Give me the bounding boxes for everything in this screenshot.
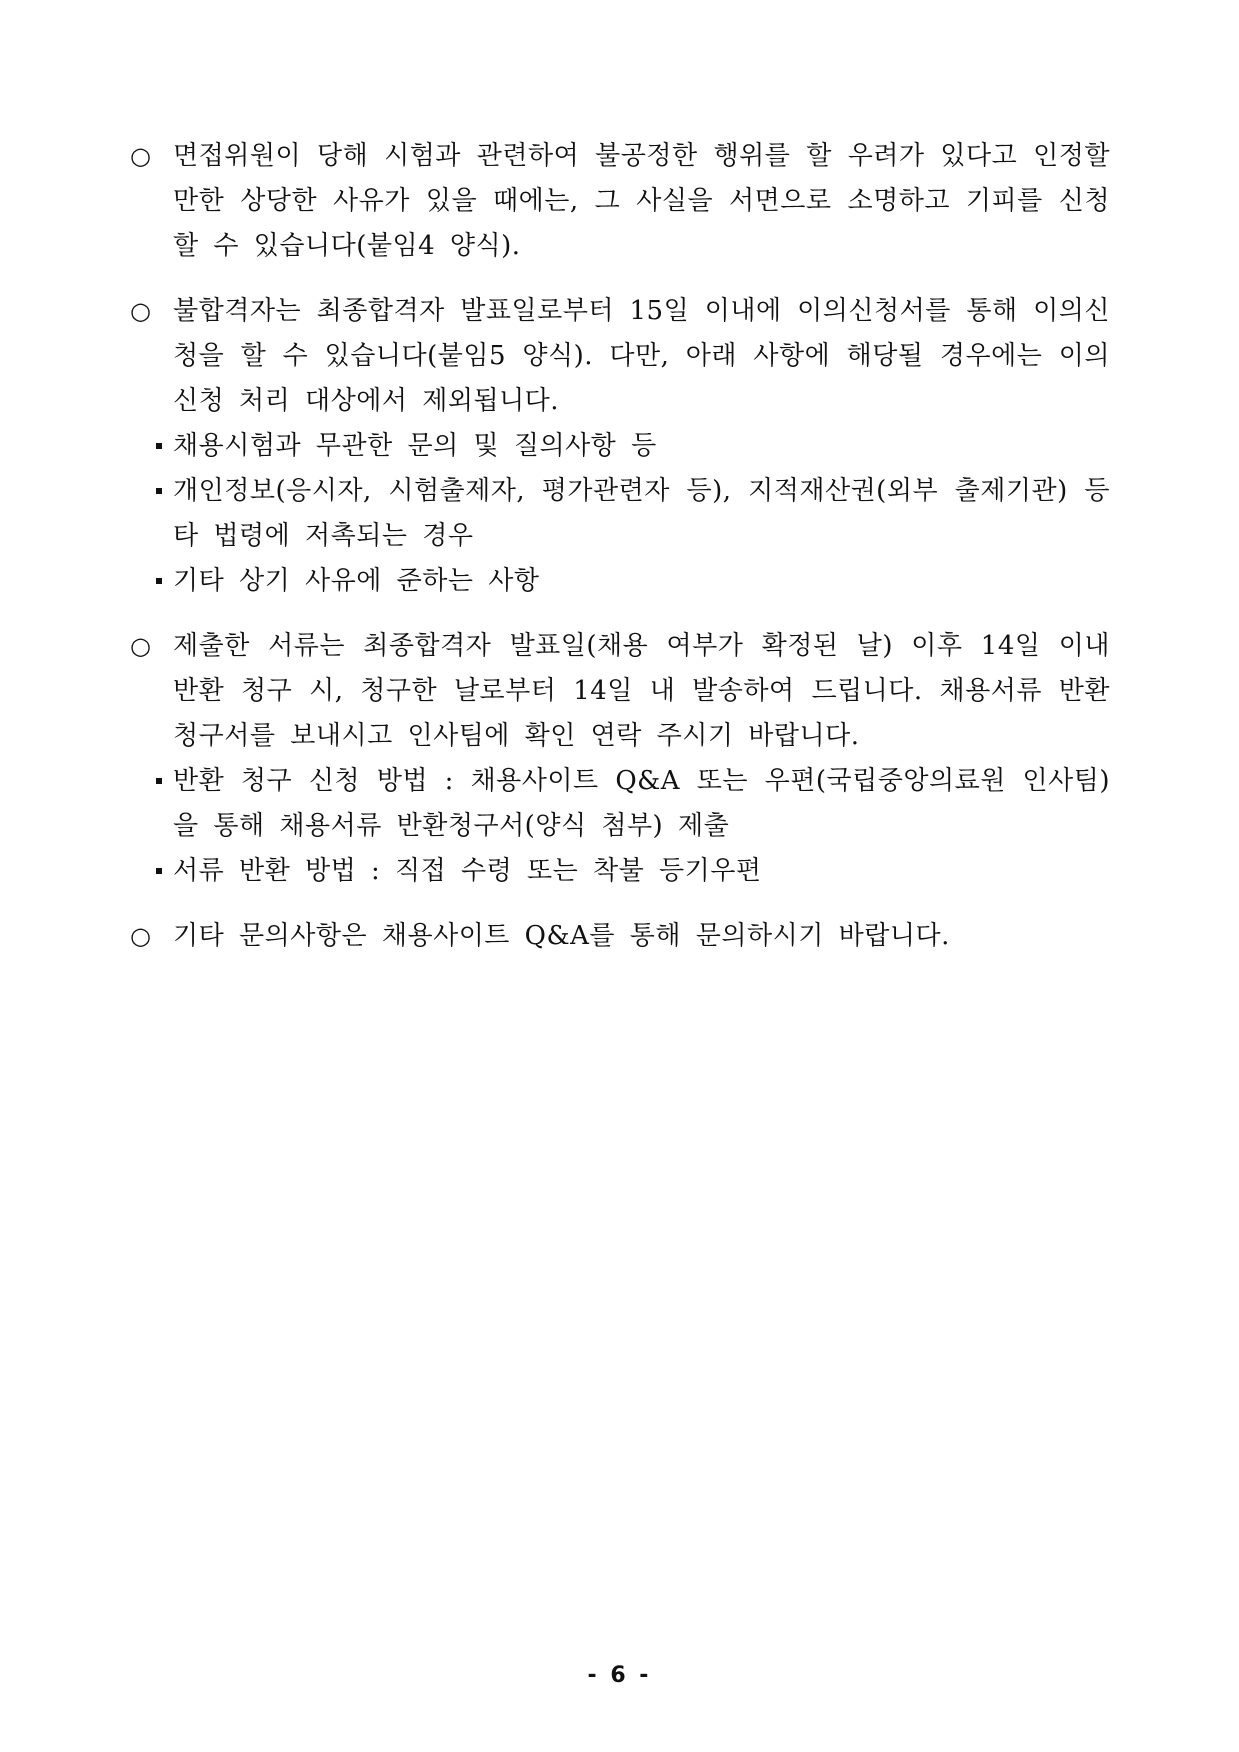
notice-section-document-return	[130, 624, 1110, 894]
list-item-text: 반환 청구 신청 방법 : 채용사이트 Q&A 또는 우편(국립중앙의료원 인사팀)을 통해 채용서류 반환청구서(양식 첨부) 제출	[173, 766, 1110, 841]
list-item-text: 서류 반환 방법 : 직접 수령 또는 착불 등기우편	[173, 856, 762, 886]
paragraph	[130, 289, 1110, 424]
square-bullet-icon	[156, 778, 162, 784]
list-item-text: 채용시험과 무관한 문의 및 질의사항 등	[173, 431, 657, 461]
circle-bullet-icon: ○	[130, 632, 152, 660]
paragraph	[130, 624, 1110, 759]
paragraph-text: 제출한 서류는 최종합격자 발표일(채용 여부가 확정된 날) 이후 14일 이내 반환 청구 시, 청구한 날로부터 14일 내 발송하여 드립니다. 채용서류 반환청구서를 보내시고 인사팀에 확인 연락 주시기 바랍니다.	[173, 631, 1110, 751]
circle-bullet-icon: ○	[130, 297, 152, 325]
paragraph-text: 불합격자는 최종합격자 발표일로부터 15일 이내에 이의신청서를 통해 이의신청을 할 수 있습니다(붙임5 양식). 다만, 아래 사항에 해당될 경우에는 이의신청 처리 대상에서 제외됩니다.	[173, 296, 1110, 416]
circle-bullet-icon: ○	[130, 142, 152, 170]
page-number: - 6 -	[587, 1663, 652, 1688]
notice-section-other-inquiries	[130, 914, 1110, 959]
list-item	[130, 559, 1110, 604]
notice-section-objection	[130, 289, 1110, 604]
square-bullet-icon	[156, 578, 162, 584]
paragraph-text: 기타 문의사항은 채용사이트 Q&A를 통해 문의하시기 바랍니다.	[173, 921, 950, 951]
notice-section-interviewer-recusal	[130, 134, 1110, 269]
list-item	[130, 469, 1110, 559]
square-bullet-icon	[156, 488, 162, 494]
document-body	[130, 134, 1110, 979]
list-item-text: 개인정보(응시자, 시험출제자, 평가관련자 등), 지적재산권(외부 출제기관) 등 타 법령에 저촉되는 경우	[173, 476, 1110, 551]
list-item-text: 기타 상기 사유에 준하는 사항	[173, 566, 540, 596]
list-item	[130, 849, 1110, 894]
square-bullet-icon	[156, 443, 162, 449]
list-item	[130, 759, 1110, 849]
square-bullet-icon	[156, 868, 162, 874]
paragraph	[130, 134, 1110, 269]
paragraph	[130, 914, 1110, 959]
list-item	[130, 424, 1110, 469]
paragraph-text: 면접위원이 당해 시험과 관련하여 불공정한 행위를 할 우려가 있다고 인정할 만한 상당한 사유가 있을 때에는, 그 사실을 서면으로 소명하고 기피를 신청할 수 있습니다(붙임4 양식).	[173, 141, 1110, 261]
circle-bullet-icon: ○	[130, 922, 152, 950]
